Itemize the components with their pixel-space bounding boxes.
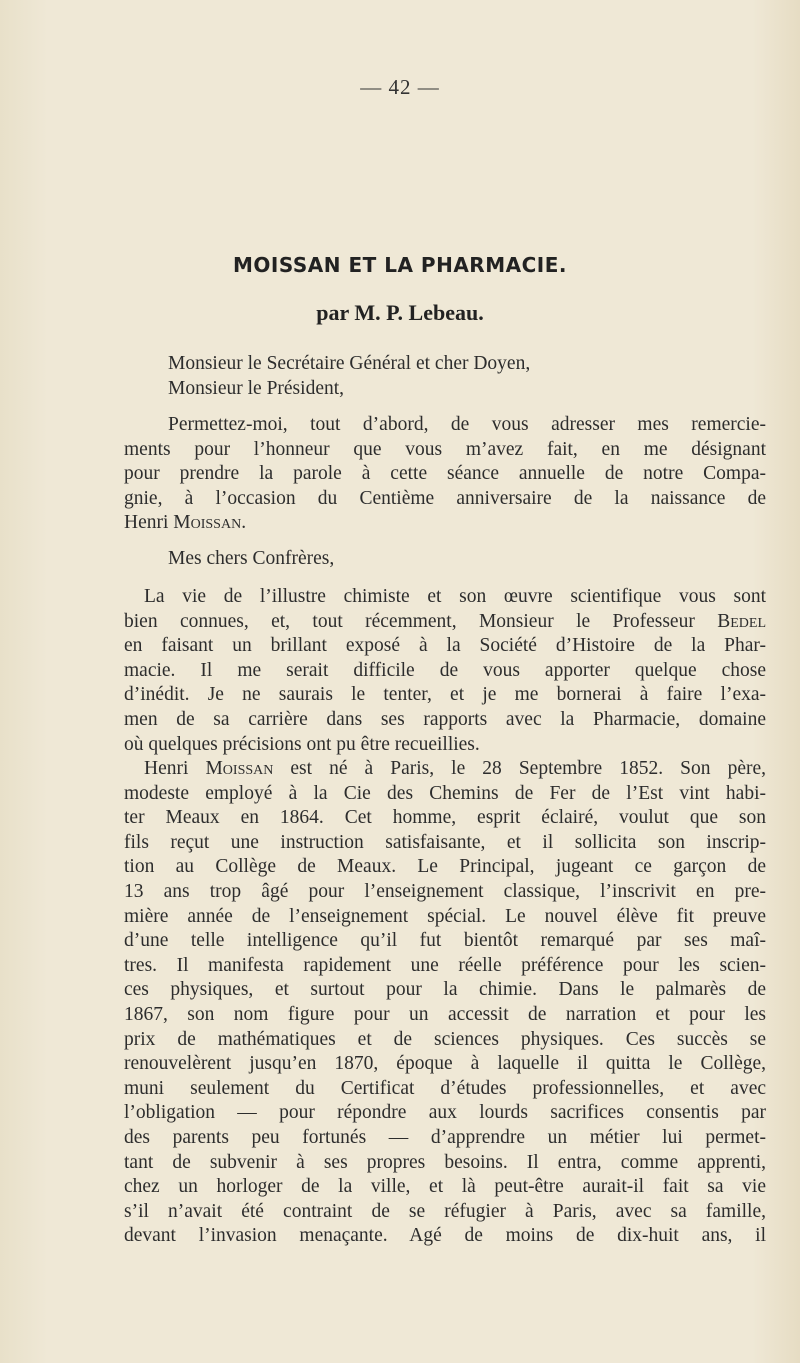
text-fragment: Henri — [124, 512, 174, 534]
text-line: pour prendre la parole à cette séance annuelle de notre Compa- — [124, 463, 766, 485]
text-line: fils reçut une instruction satisfaisante, et il sollicita son inscrip- — [124, 831, 766, 853]
text-line: mière année de l’enseignement spécial. Le nouvel élève fit preuve — [124, 905, 766, 927]
text-line: macie. Il me serait difficile de vous apporter quelque chose — [124, 659, 766, 681]
text-line — [124, 610, 766, 635]
article-author: par M. P. Lebeau. — [316, 300, 484, 325]
text-line: tant de subvenir à ses propres besoins. Il entra, comme apprenti, — [124, 1151, 766, 1173]
text-fragment: Henri — [144, 758, 206, 779]
text-line: des parents peu fortunés — d’apprendre un métier lui permet- — [124, 1126, 766, 1148]
text-fragment: bien connues, et, tout récemment, Monsieur le Professeur — [124, 610, 718, 632]
salutation — [124, 352, 766, 401]
text-line: où quelques précisions ont pu être recueillies. — [124, 733, 480, 755]
text-line: prix de mathématiques et de sciences physiques. Ces succès se — [124, 1028, 766, 1050]
text-line — [124, 511, 766, 536]
page-number: — 42 — — [360, 75, 440, 99]
person-name: Bedel — [717, 610, 766, 632]
text-line: d’une telle intelligence qu’il fut bientôt remarqué par ses maî- — [124, 930, 766, 952]
text-line: gnie, à l’occasion du Centième anniversaire de la naissance de — [124, 487, 766, 509]
text-line: tres. Il manifesta rapidement une réelle préférence pour les scien- — [124, 954, 766, 976]
text-line: tion au Collège de Meaux. Le Principal, jugeant ce garçon de — [124, 856, 766, 878]
text-line: chez un horloger de la ville, et là peut-être aurait-il fait sa vie — [124, 1176, 766, 1198]
text-line: muni seulement du Certificat d’études professionnelles, et avec — [124, 1077, 766, 1099]
greeting-2 — [124, 547, 766, 572]
text-line: d’inédit. Je ne saurais le tenter, et je me bornerai à faire l’exa- — [124, 684, 766, 706]
paragraph-2 — [124, 585, 766, 757]
text-line: devant l’invasion menaçante. Agé de moins de dix-huit ans, il — [124, 1225, 766, 1247]
text-line: ter Meaux en 1864. Cet homme, esprit éclairé, voulut que son — [124, 807, 766, 829]
text-line: Permettez-moi, tout d’abord, de vous adresser mes remercie- — [168, 414, 766, 435]
text-line: La vie de l’illustre chimiste et son œuvre scientifique vous sont — [144, 586, 766, 607]
paragraph-1 — [124, 413, 766, 536]
paragraph-3 — [124, 757, 766, 1249]
text-line: 1867, son nom figure pour un accessit de narration et pour les — [124, 1003, 766, 1025]
text-line — [124, 757, 766, 782]
text-fragment: . — [241, 512, 247, 534]
text-fragment: est né à Paris, le 28 Septembre 1852. Son père, — [273, 758, 766, 779]
text-line: en faisant un brillant exposé à la Société d’Histoire de la Phar- — [124, 635, 766, 657]
salutation-line: Monsieur le Président, — [168, 377, 345, 399]
text-line: ments pour l’honneur que vous m’avez fait, en me désignant — [124, 438, 766, 460]
text-line: modeste employé à la Cie des Chemins de Fer de l’Est vint habi- — [124, 782, 766, 804]
text-line: men de sa carrière dans ses rapports avec la Pharmacie, domaine — [124, 708, 766, 730]
text-line: 13 ans trop âgé pour l’enseignement classique, l’inscrivit en pre- — [124, 880, 766, 902]
text-line: ces physiques, et surtout pour la chimie. Dans le palmarès de — [124, 979, 766, 1001]
article-title: MOISSAN ET LA PHARMACIE. — [233, 253, 567, 277]
salutation-line: Monsieur le Secrétaire Général et cher Doyen, — [168, 353, 531, 374]
text-line: s’il n’avait été contraint de se réfugier à Paris, avec sa famille, — [124, 1200, 766, 1222]
text-line: Mes chers Confrères, — [168, 548, 335, 569]
text-line: l’obligation — pour répondre aux lourds sacrifices consentis par — [124, 1102, 766, 1124]
text-line: renouvelèrent jusqu’en 1870, époque à laquelle il quitta le Collège, — [124, 1053, 766, 1075]
person-name: Moissan — [205, 758, 274, 779]
person-name: Moissan — [173, 512, 242, 534]
